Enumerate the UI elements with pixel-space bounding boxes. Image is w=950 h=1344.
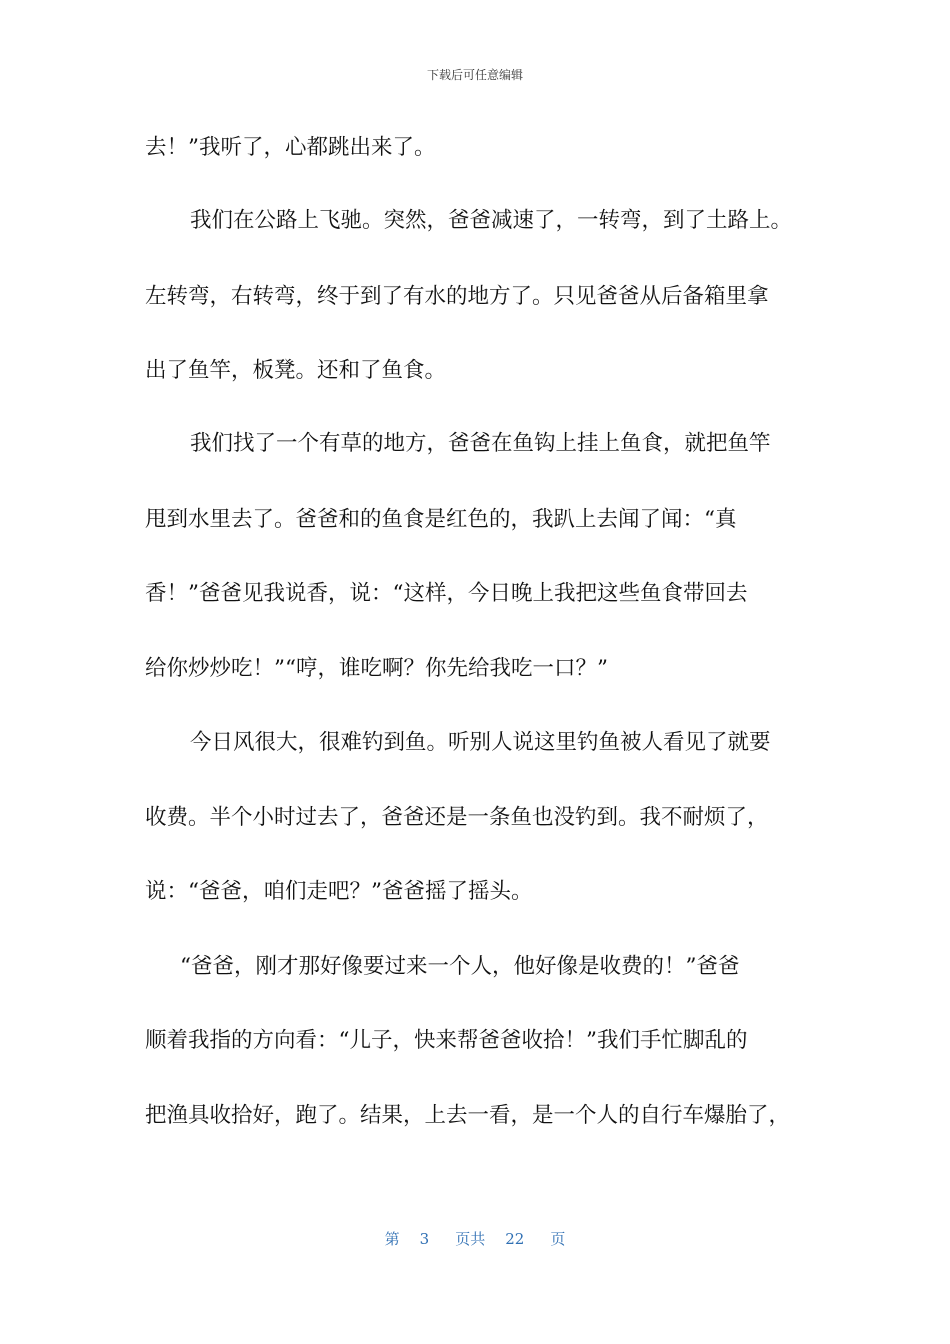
header-note: 下载后可任意编辑 [426, 68, 523, 82]
paragraph-line: “爸爸，刚才那好像要过来一个人，他好像是收费的！”爸爸 [180, 954, 740, 979]
paragraph-line: 顺着我指的方向看：“儿子，快来帮爸爸收拾！”我们手忙脚乱的 [145, 1028, 748, 1053]
paragraph-line: 说：“爸爸，咱们走吧？”爸爸摇了摇头。 [145, 879, 533, 904]
footer-total-pages: 22 [505, 1230, 525, 1248]
paragraph-line: 左转弯，右转弯，终于到了有水的地方了。只见爸爸从后备箱里拿 [145, 284, 769, 309]
paragraph-line: 甩到水里去了。爸爸和的鱼食是红色的，我趴上去闻了闻：“真 [145, 507, 737, 532]
page-footer [0, 1228, 950, 1249]
paragraph-line: 收费。半个小时过去了，爸爸还是一条鱼也没钓到。我不耐烦了， [145, 805, 769, 830]
paragraph-line: 把渔具收拾好，跑了。结果，上去一看，是一个人的自行车爆胎了， [145, 1103, 791, 1128]
paragraph-line: 香！”爸爸见我说香，说：“这样，今日晚上我把这些鱼食带回去 [145, 581, 748, 606]
footer-suffix: 页 [550, 1230, 566, 1248]
footer-page-number: 3 [419, 1230, 430, 1248]
paragraph-line: 去！”我听了，心都跳出来了。 [145, 135, 436, 160]
paragraph-line: 出了鱼竿，板凳。还和了鱼食。 [145, 358, 447, 383]
paragraph-line: 今日风很大，很难钓到鱼。听别人说这里钓鱼被人看见了就要 [190, 730, 771, 755]
footer-prefix: 第 [384, 1230, 400, 1248]
paragraph-line: 我们找了一个有草的地方，爸爸在鱼钩上挂上鱼食，就把鱼竿 [190, 431, 771, 456]
footer-middle: 页共 [455, 1230, 486, 1248]
paragraph-line: 给你炒炒吃！”“哼，谁吃啊？你先给我吃一口？” [145, 656, 608, 681]
paragraph-line: 我们在公路上飞驰。突然，爸爸减速了，一转弯，到了土路上。 [190, 208, 793, 233]
